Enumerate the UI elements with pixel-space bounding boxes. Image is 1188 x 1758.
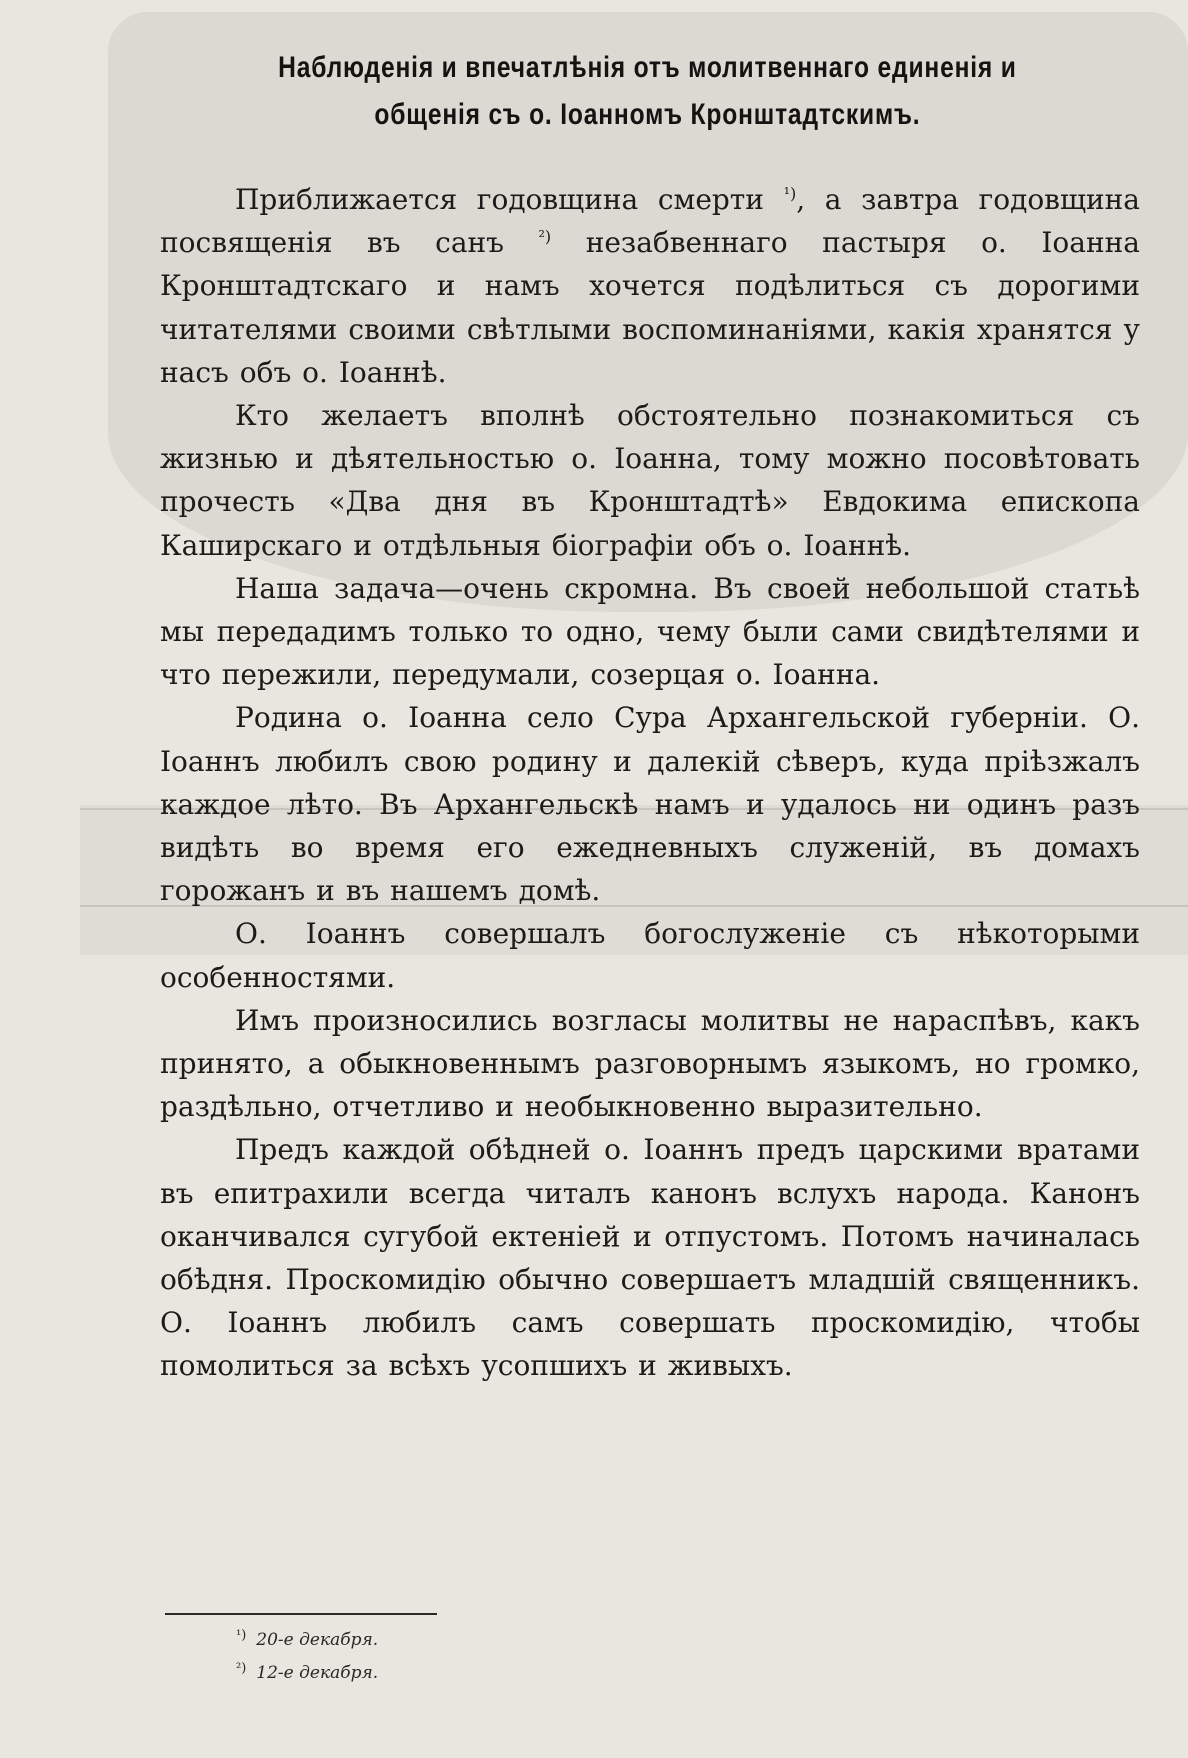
footnote-2 <box>236 1657 378 1690</box>
paragraph-2: Кто желаетъ вполнѣ обстоятельно познакомиться съ жизнью и дѣятельностью о. Іоанна, тому можно посовѣтовать прочесть «Два дня въ Кронштадтѣ» Евдокима епископа Каширскаго и отдѣльныя біографіи объ о. Іоаннѣ. <box>160 399 1140 562</box>
paragraph-6: Имъ произносились возгласы молитвы не нараспѣвъ, какъ принято, а обыкновеннымъ разговорнымъ языкомъ, но громко, раздѣльно, отчетливо и необыкновенно выразительно. <box>160 1003 1140 1124</box>
paragraph-5: О. Іоаннъ совершалъ богослуженіе съ нѣкоторыми особенностями. <box>160 917 1140 994</box>
paragraph-1-text-c: незабвеннаго пастыря о. Іоанна Кронштадтскаго и намъ хочется подѣлиться съ дорогими читателями своими свѣтлыми воспоминаніями, какія хранятся у насъ объ о. Іоаннѣ. <box>160 226 1140 389</box>
footnote-1 <box>236 1624 378 1657</box>
footnote-divider <box>165 1613 437 1615</box>
footnote-ref-2: ²) <box>538 227 552 247</box>
paragraph-3: Наша задача—очень скромна. Въ своей небольшой статьѣ мы передадимъ только то одно, чему были сами свидѣтелями и что пережили, передумали, созерцая о. Іоанна. <box>160 571 1140 692</box>
paragraph-1-text-b: , а завтра годовщина посвященія въ санъ <box>160 183 1140 260</box>
paragraph-4: Родина о. Іоанна село Сура Архангельской губерніи. О. Іоаннъ любилъ свою родину и далекій сѣверъ, куда пріѣзжалъ каждое лѣто. Въ Архангельскѣ намъ и удалось ни одинъ разъ видѣть во время его ежедневныхъ служеній, въ домахъ горожанъ и въ нашемъ домѣ. <box>160 701 1140 908</box>
footnote-2-text: 12-е декабря. <box>256 1663 379 1683</box>
paragraph-7: Предъ каждой обѣдней о. Іоаннъ предъ царскими вратами въ епитрахили всегда читалъ канонъ вслухъ народа. Канонъ оканчивался сугубой ектеніей и отпустомъ. Потомъ начиналась обѣдня. Проскомидію обычно совершаетъ младшій священникъ. О. Іоаннъ любилъ самъ совершать проскомидію, чтобы помолиться за всѣхъ усопшихъ и живыхъ. <box>160 1133 1140 1383</box>
footnote-ref-1: ¹) <box>783 184 797 203</box>
footnote-1-text: 20-е декабря. <box>256 1630 379 1650</box>
article-body <box>160 178 1140 1388</box>
footnote-1-mark: ¹) <box>236 1628 247 1643</box>
article-heading: Наблюденія и впечатлѣнія отъ молитвеннаго единенія и общенія съ о. Іоанномъ Кронштадтскимъ. <box>278 51 1017 131</box>
footnotes <box>236 1624 378 1690</box>
footnote-2-mark: ²) <box>236 1661 247 1676</box>
paragraph-1 <box>160 178 1140 394</box>
paragraph-1-text-a: Приближается годовщина смерти <box>235 183 784 216</box>
